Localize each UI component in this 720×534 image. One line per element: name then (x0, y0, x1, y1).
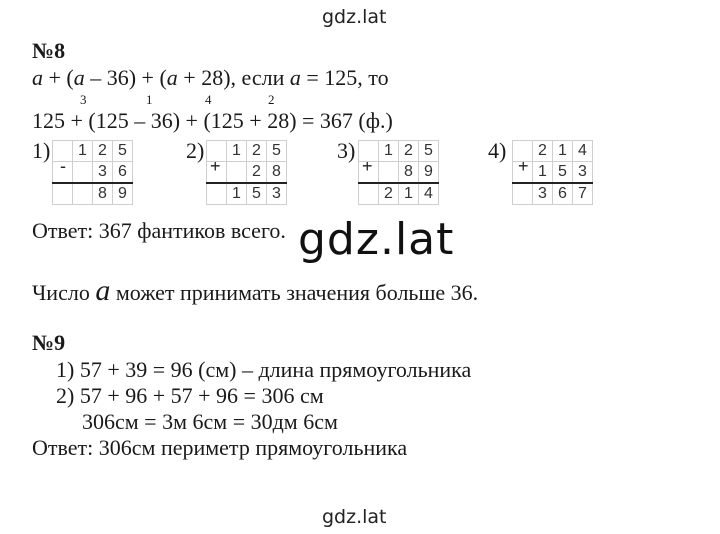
digit: 5 (267, 141, 287, 162)
note-text: Число (32, 280, 96, 305)
digit: 3 (267, 183, 287, 205)
digit: 5 (113, 141, 133, 162)
order-mark: 4 (205, 92, 212, 107)
order-mark: 3 (80, 92, 87, 107)
digit: 2 (379, 183, 399, 205)
expr-part: + ( (43, 65, 74, 90)
digit: 6 (113, 162, 133, 184)
task8-calculation: 125 + (125 – 36) + (125 + 28) = 367 (ф.) (32, 108, 393, 133)
digit: 6 (553, 183, 573, 205)
digit: 2 (399, 141, 419, 162)
plus-sign: + (518, 156, 529, 176)
task8-answer: Ответ: 367 фантиков всего. (32, 218, 286, 243)
digit: 2 (247, 162, 267, 184)
digit: 8 (267, 162, 287, 184)
digit: 2 (533, 141, 553, 162)
digit: 5 (553, 162, 573, 184)
step-label: 1) (32, 138, 51, 163)
digit: 7 (573, 183, 593, 205)
var-a: a (73, 65, 85, 90)
var-a: a (166, 65, 178, 90)
var-a: a (95, 274, 111, 307)
digit: 2 (93, 141, 113, 162)
task9-step-1: 1) 57 + 39 = 96 (см) – длина прямоугольника (56, 357, 472, 382)
digit: 1 (533, 162, 553, 184)
digit: 5 (419, 141, 439, 162)
digit: 4 (419, 183, 439, 205)
digit: 1 (379, 141, 399, 162)
digit: 5 (247, 183, 267, 205)
column-calculation-2 (206, 140, 287, 205)
note-text: может принимать значения больше 36. (110, 280, 479, 305)
digit: 3 (533, 183, 553, 205)
step-label: 2) (186, 138, 205, 163)
step-label: 3) (337, 138, 356, 163)
digit: 3 (93, 162, 113, 184)
task8-expression (32, 65, 389, 91)
order-mark: 1 (146, 92, 153, 107)
expr-part: = 125, то (300, 65, 389, 90)
task9-conversion: 306см = 3м 6см = 30дм 6см (82, 409, 338, 434)
task8-note (32, 276, 478, 306)
task9-number: №9 (32, 330, 66, 355)
column-calculation-1 (52, 140, 133, 205)
digit: 1 (227, 141, 247, 162)
expr-part: + 28), если (177, 65, 290, 90)
plus-sign: + (210, 156, 221, 176)
column-calculation-3 (358, 140, 439, 205)
var-a: a (32, 65, 43, 90)
digit: 9 (113, 183, 133, 205)
order-mark: 2 (268, 92, 275, 107)
digit: 1 (73, 141, 93, 162)
digit (73, 162, 93, 184)
digit: 3 (573, 162, 593, 184)
digit: 8 (399, 162, 419, 184)
watermark-center: gdz.lat (298, 214, 455, 265)
watermark-top: gdz.lat (322, 6, 387, 28)
task8-number: №8 (32, 38, 66, 63)
var-a: a (289, 65, 301, 90)
minus-sign: - (60, 156, 66, 176)
task9-answer: Ответ: 306см периметр прямоугольника (32, 435, 408, 460)
digit: 2 (247, 141, 267, 162)
digit: 4 (573, 141, 593, 162)
step-label: 4) (488, 138, 507, 163)
digit (379, 162, 399, 184)
watermark-bottom: gdz.lat (322, 506, 387, 528)
digit: 1 (553, 141, 573, 162)
digit: 1 (227, 183, 247, 205)
digit (73, 183, 93, 205)
column-calculation-4 (512, 140, 593, 205)
digit: 1 (399, 183, 419, 205)
digit (227, 162, 247, 184)
task9-step-2: 2) 57 + 96 + 57 + 96 = 306 см (56, 383, 324, 408)
plus-sign: + (362, 156, 373, 176)
expr-part: – 36) + ( (84, 65, 167, 90)
digit: 9 (419, 162, 439, 184)
digit: 8 (93, 183, 113, 205)
